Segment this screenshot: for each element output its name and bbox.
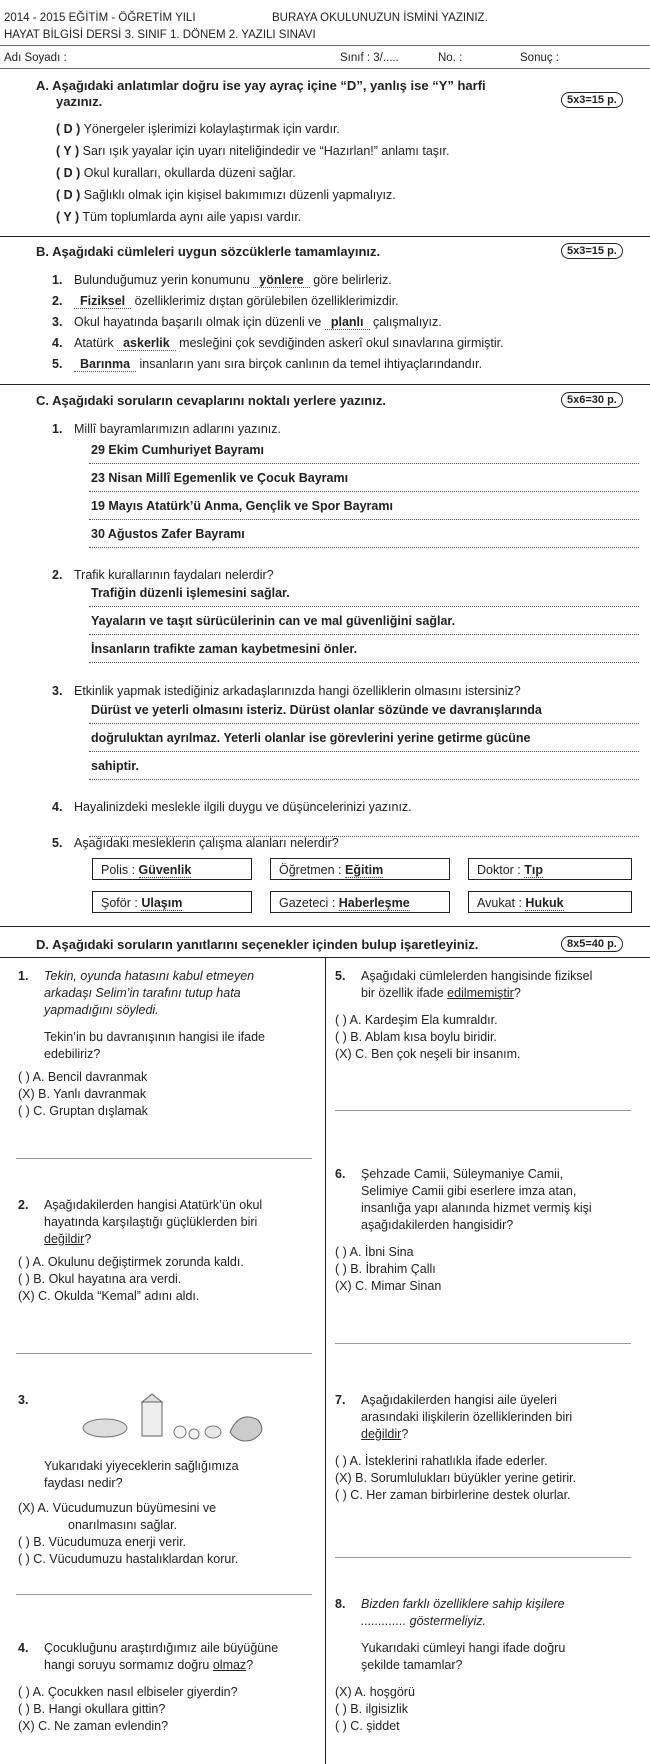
d-line-underlined: değildir? — [361, 1427, 409, 1441]
job-label: Şoför — [101, 896, 131, 910]
d-option[interactable] — [335, 1046, 640, 1063]
option-text: B. Sorumlulukları büyükler yerine getirir. — [355, 1471, 577, 1485]
d-option[interactable] — [18, 1701, 318, 1718]
a-mark: ( D ) — [56, 188, 81, 202]
option-text: A. Çocukken nasıl elbiseler giyerdin? — [32, 1685, 238, 1699]
option-text: C. şiddet — [350, 1719, 400, 1733]
d-num: 3. — [18, 1393, 29, 1407]
section-c-title: C. Aşağıdaki soruların cevaplarını noktalı yerlere yazınız. — [36, 393, 386, 408]
result-label: Sonuç : — [520, 52, 559, 64]
question-divider — [16, 1353, 312, 1354]
column-divider — [325, 957, 326, 1764]
d-line: Aşağıdaki cümlelerden hangisinde fiziksel — [361, 969, 593, 983]
b-answer: askerlik — [117, 336, 176, 351]
job-box-doctor: Doktor : Tıp — [468, 858, 632, 880]
b-after: insanların yanı sıra birçok canlının da temel ihtiyaçlarındandır. — [139, 357, 483, 371]
a-text: Tüm toplumlarda aynı aile yapısı vardır. — [82, 210, 302, 224]
job-label: Avukat — [477, 896, 515, 910]
d-line-underlined: değildir? — [44, 1232, 92, 1246]
c3-answer: sahiptir. — [89, 759, 639, 780]
option-text: A. Vücudumuzun büyümesini ve — [37, 1501, 217, 1515]
b-num: 5. — [52, 357, 63, 371]
option-mark: ( ) — [335, 1488, 347, 1502]
job-value: Ulaşım — [141, 896, 183, 910]
section-a-title-line2: yazınız. — [56, 94, 103, 109]
d-question-5 — [335, 968, 640, 1063]
section-a-title-line1: A. Aşağıdaki anlatımlar doğru ise yay ayraç içine “D”, yanlış ise “Y” harfi — [36, 78, 486, 93]
b-answer: yönlere — [253, 273, 309, 288]
underlined-word: değildir — [361, 1427, 402, 1441]
d-line: Şehzade Camii, Süleymaniye Camii, — [361, 1167, 564, 1181]
d-option[interactable] — [335, 1718, 640, 1735]
job-box-police: Polis : Güvenlik — [92, 858, 252, 880]
b-num: 4. — [52, 336, 63, 350]
d-option[interactable] — [335, 1453, 640, 1470]
d-line: Aşağıdakilerden hangisi Atatürk’ün okul — [44, 1198, 263, 1212]
option-text: B. ilgisizlik — [350, 1702, 408, 1716]
d-option[interactable] — [18, 1288, 318, 1305]
c-num: 2. — [52, 568, 63, 582]
section-d-score: 8x5=40 p. — [561, 936, 623, 952]
option-text: B. Ablam kısa boylu biridir. — [350, 1030, 497, 1044]
d-num: 8. — [335, 1597, 346, 1611]
header-school: BURAYA OKULUNUZUN İSMİNİ YAZINIZ. — [272, 12, 488, 24]
b-before: Okul hayatında başarılı olmak için düzenli ve — [74, 315, 322, 329]
option-text: B. Yanlı davranmak — [38, 1087, 147, 1101]
milk-box-top — [142, 1394, 162, 1402]
c-text: Hayalinizdeki meslekle ilgili duygu ve düşüncelerinizi yazınız. — [74, 800, 412, 814]
option-mark: ( ) — [335, 1719, 347, 1733]
c3-answer: doğruluktan ayrılmaz. Yeterli olanlar ise görevlerini yerine getirme gücüne — [89, 731, 639, 752]
d-option[interactable] — [18, 1718, 318, 1735]
b-num: 2. — [52, 294, 63, 308]
section-a-title — [36, 78, 486, 110]
a-item — [56, 144, 449, 158]
a-mark: ( D ) — [56, 122, 81, 136]
b-after: çalışmalıyız. — [372, 315, 442, 329]
option-mark: ( ) — [335, 1030, 347, 1044]
option-mark: (X) — [335, 1047, 352, 1061]
c-question — [52, 684, 521, 698]
d-line: hayatında karşılaştığı güçlüklerden biri — [44, 1215, 258, 1229]
a-item — [56, 166, 296, 180]
option-mark: ( ) — [18, 1255, 30, 1269]
a-text: Sağlıklı olmak için kişisel bakımımızı düzenli yapmalıyız. — [83, 188, 396, 202]
d-num: 7. — [335, 1393, 346, 1407]
c1-answer: 29 Ekim Cumhuriyet Bayramı — [89, 443, 639, 464]
bread-icon — [83, 1419, 127, 1437]
header-exam: HAYAT BİLGİSİ DERSİ 3. SINIF 1. DÖNEM 2. YAZILI SINAVI — [4, 29, 316, 41]
d-option[interactable] — [18, 1534, 318, 1551]
b-after: göre belirleriz. — [313, 273, 392, 287]
c-text: Millî bayramlarımızın adlarını yazınız. — [74, 422, 282, 436]
a-text: Yönergeler işlerimizi kolaylaştırmak için vardır. — [83, 122, 340, 136]
d-option[interactable] — [18, 1500, 318, 1517]
d-option[interactable] — [335, 1701, 640, 1718]
option-mark: (X) — [18, 1087, 35, 1101]
b-after: özelliklerimiz dıştan görülebilen özelliklerimizdir. — [134, 294, 399, 308]
d-option[interactable] — [335, 1029, 640, 1046]
section-divider — [0, 236, 650, 237]
option-mark: ( ) — [18, 1685, 30, 1699]
option-mark: (X) — [335, 1471, 352, 1485]
b-answer: Barınma — [74, 357, 136, 372]
d-option[interactable] — [335, 1684, 640, 1701]
d-ask-line: edebiliriz? — [44, 1047, 101, 1061]
a-mark: ( Y ) — [56, 144, 80, 158]
d-ask-line: Yukarıdaki cümleyi hangi ifade doğru — [361, 1641, 566, 1655]
d-question-3-body — [44, 1458, 324, 1492]
header-year: 2014 - 2015 EĞİTİM - ÖĞRETİM YILI — [4, 12, 196, 24]
d-num: 6. — [335, 1167, 346, 1181]
c1-answer: 23 Nisan Millî Egemenlik ve Çocuk Bayramı — [89, 471, 639, 492]
job-label: Polis — [101, 863, 129, 877]
a-item — [56, 210, 301, 224]
d-line: faydası nedir? — [44, 1476, 123, 1490]
b-before: Bulunduğumuz yerin konumunu — [74, 273, 250, 287]
option-text: B. Vücudumuza enerji verir. — [33, 1535, 187, 1549]
job-box-driver: Şoför : Ulaşım — [92, 891, 252, 913]
option-text: C. Okulda “Kemal” adını aldı. — [38, 1289, 200, 1303]
c1-answer: 30 Ağustos Zafer Bayramı — [89, 527, 639, 548]
d-line-underlined: hangi soruyu sormamız doğru olmaz? — [44, 1658, 254, 1672]
option-mark: ( ) — [18, 1552, 30, 1566]
c2-answer: Yayaların ve taşıt sürücülerinin can ve mal güvenliğini sağlar. — [89, 614, 639, 635]
option-mark: (X) — [18, 1501, 35, 1515]
question-divider — [335, 1343, 631, 1344]
job-box-teacher — [270, 858, 450, 880]
d-stem-line: ............. göstermeliyiz. — [361, 1614, 487, 1628]
c4-answer[interactable] — [89, 816, 639, 837]
d-ask-line: şekilde tamamlar? — [361, 1658, 463, 1672]
milk-box-icon — [142, 1402, 162, 1436]
cheese-icon — [205, 1426, 221, 1438]
section-divider — [0, 384, 650, 385]
question-divider — [335, 1557, 631, 1558]
c-num: 4. — [52, 800, 63, 814]
job-value: Tıp — [524, 863, 543, 877]
option-text: B. Okul hayatına ara verdi. — [33, 1272, 182, 1286]
d-option[interactable] — [335, 1012, 640, 1029]
job-value: Eğitim — [345, 863, 384, 877]
section-a-score: 5x3=15 p. — [561, 92, 623, 108]
d-question-4 — [18, 1640, 318, 1735]
question-divider — [16, 1594, 312, 1595]
d-line: insanlığa yapı alanında hizmet vermiş kişi — [361, 1201, 592, 1215]
d-option[interactable] — [335, 1261, 640, 1278]
underlined-word: edilmemiştir — [447, 986, 514, 1000]
b-item — [52, 357, 482, 372]
d-num: 4. — [18, 1641, 29, 1655]
header-divider — [0, 45, 650, 46]
option-mark: ( ) — [18, 1272, 30, 1286]
d-stem-line: Tekin, oyunda hatasını kabul etmeyen — [44, 969, 255, 983]
egg-icon — [174, 1426, 186, 1438]
d-line: aşağıdakilerden hangisidir? — [361, 1218, 514, 1232]
d-option[interactable] — [18, 1103, 318, 1120]
option-text: A. İsteklerini rahatlıkla ifade ederler. — [349, 1454, 548, 1468]
d-option[interactable] — [335, 1244, 640, 1261]
a-text: Sarı ışık yayalar için uyarı niteliğindedir ve “Hazırlan!” anlamı taşır. — [82, 144, 450, 158]
option-mark: (X) — [18, 1719, 35, 1733]
d-line: hangi soruyu sormamız doğru — [44, 1658, 210, 1672]
header-divider-2 — [0, 68, 650, 69]
b-num: 1. — [52, 273, 63, 287]
job-label: Gazeteci — [279, 896, 329, 910]
d-question-6 — [335, 1166, 640, 1295]
a-mark: ( Y ) — [56, 210, 80, 224]
job-value: Güvenlik — [138, 863, 192, 877]
b-num: 3. — [52, 315, 63, 329]
a-mark: ( D ) — [56, 166, 81, 180]
b-item — [52, 294, 399, 309]
option-mark: ( ) — [335, 1013, 347, 1027]
d-line-underlined: bir özellik ifade edilmemiştir? — [361, 986, 521, 1000]
section-b-title: B. Aşağıdaki cümleleri uygun sözcüklerle tamamlayınız. — [36, 244, 381, 259]
d-num: 5. — [335, 969, 346, 983]
option-text: B. Hangi okullara gittin? — [33, 1702, 166, 1716]
d-line: Yukarıdaki yiyeceklerin sağlığımıza — [44, 1459, 239, 1473]
c-num: 5. — [52, 836, 63, 850]
option-mark: ( ) — [335, 1702, 347, 1716]
d-option[interactable] — [335, 1278, 640, 1295]
d-option[interactable] — [18, 1254, 318, 1271]
d-ask-line: Tekin’in bu davranışının hangisi ile ifade — [44, 1030, 265, 1044]
c-question — [52, 836, 339, 850]
option-text: A. İbni Sina — [349, 1245, 414, 1259]
c-question — [52, 568, 274, 582]
c-text: Etkinlik yapmak istediğiniz arkadaşlarınızda hangi özelliklerin olmasını istersiniz? — [74, 684, 521, 698]
d-line: Aşağıdakilerden hangisi aile üyeleri — [361, 1393, 557, 1407]
d-option[interactable] — [18, 1551, 318, 1568]
option-mark: ( ) — [18, 1702, 30, 1716]
option-text: C. Her zaman birbirlerine destek olurlar. — [350, 1488, 571, 1502]
c-text: Aşağıdaki mesleklerin çalışma alanları nelerdir? — [74, 836, 339, 850]
c-question — [52, 422, 281, 436]
b-before: Atatürk — [74, 336, 114, 350]
egg-icon — [189, 1429, 199, 1439]
d-num: 1. — [18, 969, 29, 983]
a-item — [56, 122, 340, 136]
d-question-2 — [18, 1197, 318, 1305]
b-item — [52, 273, 392, 288]
section-d-title: D. Aşağıdaki soruların yanıtlarını seçenekler içinden bulup işaretleyiniz. — [36, 937, 479, 952]
job-label: Öğretmen : — [279, 863, 342, 877]
section-c-score: 5x6=30 p. — [561, 392, 623, 408]
a-item — [56, 188, 396, 202]
option-text: onarılmasını sağlar. — [68, 1518, 178, 1532]
option-mark: (X) — [335, 1685, 352, 1699]
option-text: C. Ne zaman evlendin? — [38, 1719, 169, 1733]
option-text: C. Mimar Sinan — [355, 1279, 442, 1293]
d-option[interactable] — [335, 1487, 640, 1504]
underlined-word: olmaz — [212, 1658, 247, 1672]
name-label: Adı Soyadı : — [4, 52, 67, 64]
c-text: Trafik kurallarının faydaları nelerdir? — [74, 568, 274, 582]
b-answer: Fiziksel — [74, 294, 131, 309]
c-question — [52, 800, 412, 814]
class-label: Sınıf : 3/..... — [340, 52, 399, 64]
option-mark: ( ) — [335, 1262, 347, 1276]
b-item — [52, 336, 504, 351]
option-text: A. hoşgörü — [354, 1685, 415, 1699]
option-text: B. İbrahim Çallı — [350, 1262, 436, 1276]
d-line: Selimiye Camii gibi eserlere imza atan, — [361, 1184, 577, 1198]
no-label: No. : — [438, 52, 463, 64]
d-stem-line: arkadaşı Selim’in tarafını tutup hata — [44, 986, 241, 1000]
c-num: 3. — [52, 684, 63, 698]
d-line: arasındaki ilişkilerin özelliklerinden biri — [361, 1410, 573, 1424]
d-num: 2. — [18, 1198, 29, 1212]
d-option[interactable] — [18, 1086, 318, 1103]
section-divider — [0, 926, 650, 927]
b-answer: planlı — [325, 315, 370, 330]
option-mark: (X) — [18, 1289, 35, 1303]
section-b-score: 5x3=15 p. — [561, 243, 623, 259]
chicken-icon — [230, 1417, 262, 1441]
option-text: A. Kardeşim Ela kumraldır. — [349, 1013, 498, 1027]
d-question-7 — [335, 1392, 640, 1504]
a-text: Okul kuralları, okullarda düzeni sağlar. — [83, 166, 296, 180]
underlined-word: değildir — [44, 1232, 85, 1246]
d-option[interactable] — [18, 1069, 318, 1086]
option-text: C. Gruptan dışlamak — [33, 1104, 148, 1118]
c1-answer: 19 Mayıs Atatürk’ü Anma, Gençlik ve Spor Bayramı — [89, 499, 639, 520]
question-divider — [16, 1158, 312, 1159]
option-text: C. Vücudumuzu hastalıklardan korur. — [33, 1552, 239, 1566]
option-mark: ( ) — [335, 1454, 347, 1468]
option-text: A. Okulunu değiştirmek zorunda kaldı. — [32, 1255, 244, 1269]
job-label: Doktor — [477, 863, 514, 877]
job-box-journalist: Gazeteci : Haberleşme — [270, 891, 450, 913]
d-question-8 — [335, 1596, 640, 1735]
question-divider — [335, 1110, 631, 1111]
job-value: Haberleşme — [338, 896, 410, 910]
d-option-continued — [18, 1517, 318, 1534]
c2-answer: Trafiğin düzenli işlemesini sağlar. — [89, 586, 639, 607]
c3-answer: Dürüst ve yeterli olmasını isteriz. Dürüst olanlar sözünde ve davranışlarında — [89, 703, 639, 724]
d-line: bir özellik ifade — [361, 986, 444, 1000]
option-text: C. Ben çok neşeli bir insanım. — [355, 1047, 521, 1061]
d-line: Çocukluğunu araştırdığımız aile büyüğüne — [44, 1641, 279, 1655]
b-after: mesleğini çok sevdiğinden askerî okul sınavlarına girmiştir. — [179, 336, 504, 350]
option-mark: ( ) — [18, 1535, 30, 1549]
d-option[interactable] — [335, 1470, 640, 1487]
d-question-3-options — [18, 1500, 318, 1568]
c-num: 1. — [52, 422, 63, 436]
d-stem-line: Bizden farklı özelliklere sahip kişilere — [361, 1597, 565, 1611]
job-value: Hukuk — [525, 896, 564, 910]
option-mark: ( ) — [335, 1245, 347, 1259]
option-mark: (X) — [335, 1279, 352, 1293]
option-text: A. Bencil davranmak — [32, 1070, 148, 1084]
d-option[interactable] — [18, 1684, 318, 1701]
job-box-lawyer: Avukat : Hukuk — [468, 891, 632, 913]
d-question-1 — [18, 968, 318, 1120]
food-illustration — [80, 1392, 270, 1448]
b-item — [52, 315, 442, 330]
d-option[interactable] — [18, 1271, 318, 1288]
c2-answer: İnsanların trafikte zaman kaybetmesini önler. — [89, 642, 639, 663]
option-mark: ( ) — [18, 1070, 30, 1084]
d-stem-line: yapmadığını söyledi. — [44, 1003, 159, 1017]
option-mark: ( ) — [18, 1104, 30, 1118]
